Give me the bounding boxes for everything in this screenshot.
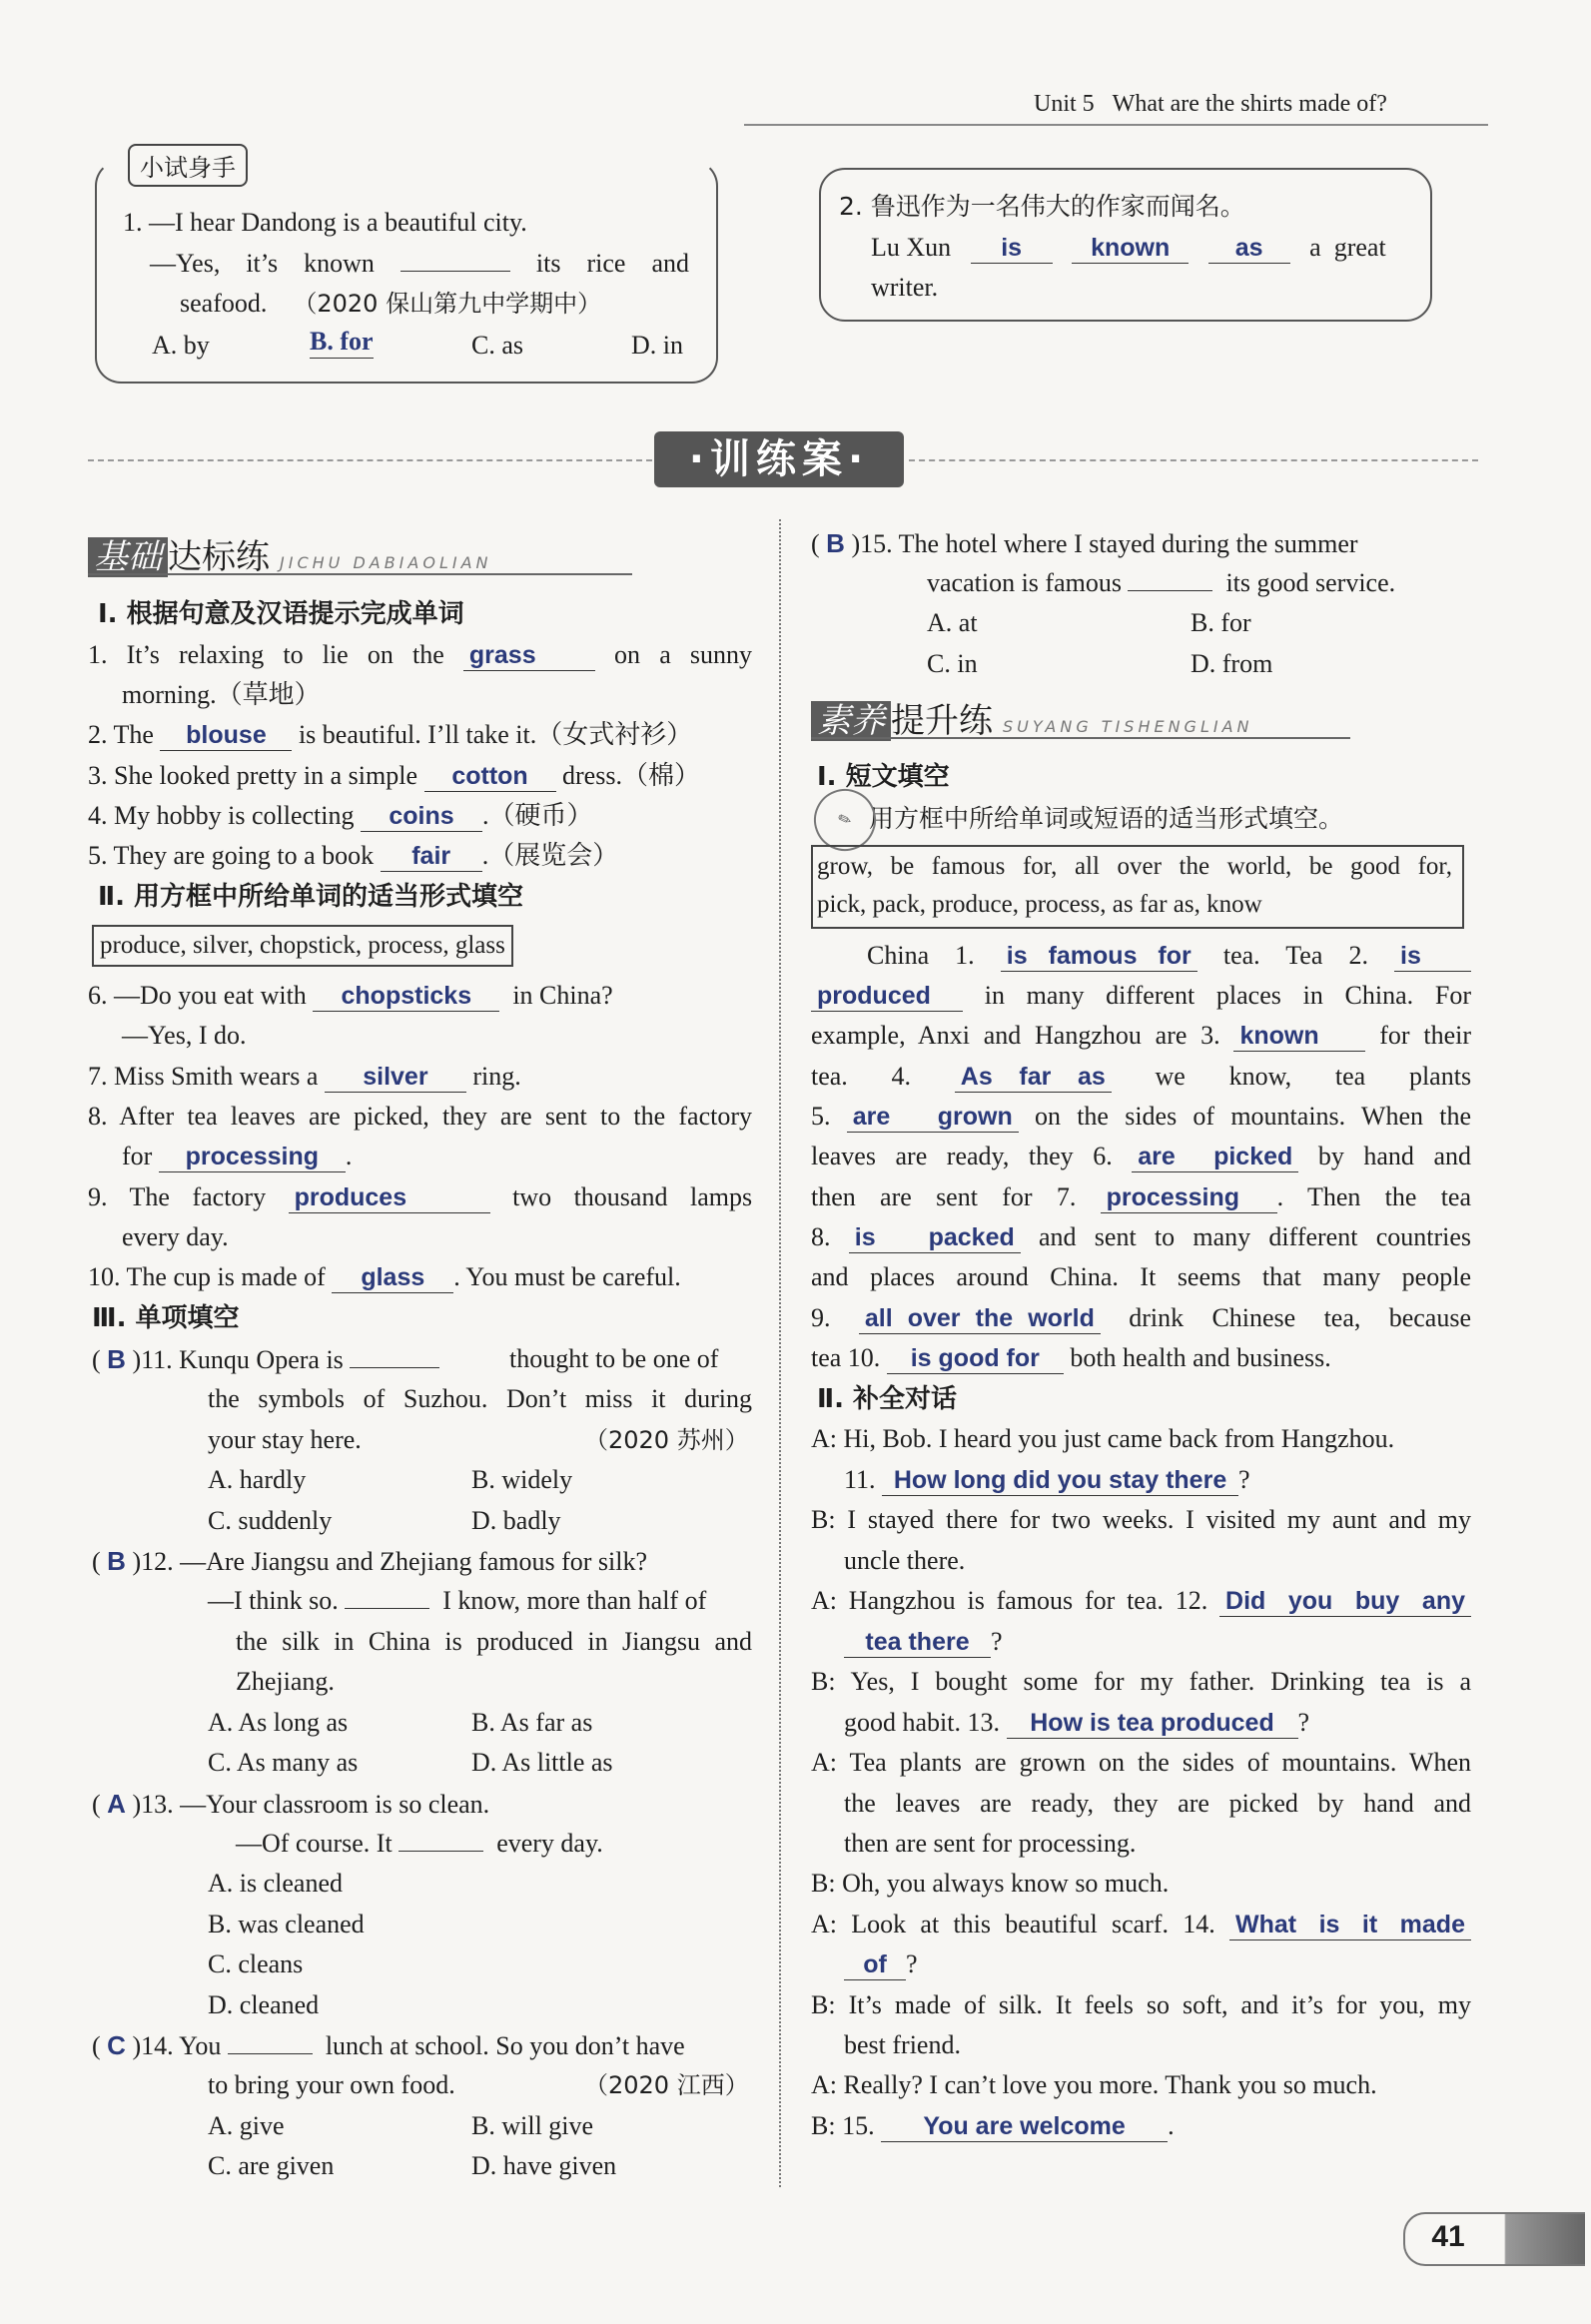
- banner-rule-left: [88, 459, 652, 461]
- basic-q12-line1: ( B )12. —Are Jiangsu and Zhejiang famous for silk?: [92, 1546, 647, 1576]
- unit-title: What are the shirts made of?: [1112, 91, 1387, 117]
- answer-glass: glass: [332, 1262, 453, 1293]
- page-number: 41: [1431, 2220, 1465, 2253]
- basic-q11-line1: ( B )11. Kunqu Opera is: [92, 1339, 439, 1380]
- basic-q13-line2: —Of course. It every day.: [236, 1829, 603, 1858]
- passage-line6: leaves are ready, they 6. are picked by hand and: [811, 1142, 1472, 1170]
- dialog-line9: A: Tea plants are grown on the sides of mountains. When: [811, 1748, 1471, 1777]
- basic-q12-option-d: D. As little as: [471, 1748, 613, 1777]
- dialog-line14: of ?: [844, 1944, 918, 1984]
- basic-q14-option-c: C. are given: [208, 2151, 335, 2180]
- answer-processing-2: processing: [1101, 1182, 1277, 1213]
- answer-is: is: [971, 233, 1053, 264]
- basic-q11-line3: your stay here.: [208, 1425, 362, 1454]
- answer-coins: coins: [361, 801, 482, 832]
- tryit-option-a: A. by: [152, 331, 210, 360]
- column-divider: [779, 519, 781, 2187]
- tryit-option-c: C. as: [471, 331, 523, 360]
- literacy-section-header: 素养 提升练 SUYANG TISHENGLIAN: [811, 693, 1253, 742]
- basic-q14-option-d: D. have given: [471, 2151, 617, 2180]
- passage-line4: tea. 4. As far as we know, tea plants: [811, 1062, 1472, 1091]
- basic-q1: 1. It’s relaxing to lie on the grass on a sunny: [88, 640, 752, 669]
- passage-line8: 8. is packed and sent to many different countries: [811, 1222, 1471, 1251]
- passage-line2: produced in many different places in China. For: [811, 976, 1471, 1016]
- dialog-line10: the leaves are ready, they are picked by hand and: [844, 1789, 1471, 1818]
- answer-is-good-for: is good for: [887, 1343, 1064, 1374]
- basic-q14-source: （2020 江西）: [584, 2071, 749, 2099]
- basic-q2: 2. The blouse is beautiful. I’ll take it.（女式衬衫）: [88, 720, 693, 749]
- answer-of: of: [844, 1949, 906, 1980]
- dialog-line13: A: Look at this beautiful scarf. 14. What is it made: [811, 1905, 1471, 1944]
- basic-q11-option-c: C. suddenly: [208, 1506, 333, 1535]
- answer-fair: fair: [381, 841, 482, 872]
- passage-line10: 9. all over the world drink Chinese tea, because: [811, 1303, 1472, 1332]
- answer-known: known: [1233, 1021, 1365, 1052]
- dialog-line2: 11. How long did you stay there ?: [844, 1465, 1250, 1494]
- answer-grass: grass: [463, 640, 595, 671]
- basic-s2-wordbox: produce, silver, chopstick, process, glass: [92, 925, 513, 967]
- basic-q11-option-a: A. hardly: [208, 1465, 307, 1494]
- answer-known: known: [1072, 233, 1189, 264]
- basic-s1-title: Ⅰ. 根据句意及汉语提示完成单词: [98, 599, 464, 629]
- basic-q12-option-a: A. As long as: [208, 1708, 349, 1737]
- right-q15-option-b: B. for: [1191, 608, 1251, 637]
- answer-as-far-as: As far as: [955, 1062, 1112, 1093]
- literacy-header-underline: [811, 737, 1350, 739]
- dialog-line3: B: I stayed there for two weeks. I visited my aunt and my: [811, 1505, 1471, 1534]
- answer-how-long: How long did you stay there: [882, 1465, 1238, 1496]
- tryit-q2-answer-line: Lu Xun is known as a great: [871, 233, 1386, 262]
- basic-q14-line2: to bring your own food.: [208, 2070, 455, 2099]
- basic-q3: 3. She looked pretty in a simple cotton dress.（棉）: [88, 761, 700, 790]
- answer-silver: silver: [325, 1062, 466, 1093]
- passage-line3: example, Anxi and Hangzhou are 3. known for their: [811, 1021, 1471, 1050]
- basic-q4: 4. My hobby is collecting coins .（硬币）: [88, 801, 593, 830]
- answer-tea-there: tea there: [844, 1627, 991, 1658]
- basic-q13-option-c: C. cleans: [208, 1949, 304, 1978]
- dialog-line8: good habit. 13. How is tea produced ?: [844, 1708, 1310, 1737]
- tryit-option-b: B. for: [310, 326, 374, 359]
- basic-q12-option-c: C. As many as: [208, 1748, 359, 1777]
- answer-chopsticks: chopsticks: [313, 981, 499, 1012]
- dialog-line15: B: It’s made of silk. It feels so soft, and it’s for you, my: [811, 1990, 1471, 2019]
- dialog-line6: tea there ?: [844, 1622, 1003, 1662]
- basic-q7: 7. Miss Smith wears a silver ring.: [88, 1062, 521, 1091]
- basic-s3-title: Ⅲ. 单项填空: [92, 1303, 240, 1333]
- basic-section-header: 基础 达标练 JICHU DABIAOLIAN: [88, 529, 491, 578]
- banner-rule-right: [909, 459, 1478, 461]
- answer-did-you-buy: Did you buy any: [1219, 1586, 1471, 1617]
- right-s1-instruction: 用方框中所给单词或短语的适当形式填空。: [869, 804, 1344, 833]
- dialog-line16: best friend.: [844, 2030, 961, 2059]
- dialog-line7: B: Yes, I bought some for my father. Drinking tea is a: [811, 1667, 1471, 1696]
- basic-q8: 8. After tea leaves are picked, they are sent to the factory: [88, 1102, 752, 1131]
- answer-cotton: cotton: [424, 761, 556, 792]
- passage-line7: then are sent for 7. processing . Then the tea: [811, 1182, 1472, 1211]
- basic-q13-option-b: B. was cleaned: [208, 1910, 365, 1938]
- dialog-line1: A: Hi, Bob. I heard you just came back from Hangzhou.: [811, 1424, 1395, 1453]
- answer-how-is-tea-produced: How is tea produced: [1007, 1708, 1298, 1739]
- basic-q5: 5. They are going to a book fair .（展览会）: [88, 841, 619, 870]
- basic-q1-cont: morning.（草地）: [122, 680, 321, 709]
- basic-q9-cont: every day.: [122, 1222, 229, 1251]
- basic-q11-source: （2020 苏州）: [584, 1426, 749, 1454]
- answer-blouse: blouse: [160, 720, 292, 751]
- basic-q10: 10. The cup is made of glass . You must be careful.: [88, 1262, 681, 1291]
- dialog-line18: B: 15. You are welcome .: [811, 2111, 1175, 2140]
- dialog-line4: uncle there.: [844, 1546, 966, 1575]
- answer-what-is-it-made: What is it made: [1229, 1910, 1471, 1940]
- basic-q6: 6. —Do you eat with chopsticks in China?: [88, 981, 613, 1010]
- right-q15-option-d: D. from: [1191, 649, 1273, 678]
- passage-line9: and places around China. It seems that many people: [811, 1262, 1471, 1291]
- basic-header-underline: [88, 573, 632, 575]
- homework-stamp-icon: ✎: [805, 780, 884, 859]
- running-header: [1034, 84, 1387, 124]
- right-q15-line1: ( B )15. The hotel where I stayed during the summer: [811, 528, 1358, 558]
- answer-is-famous-for: is famous for: [1001, 941, 1197, 972]
- dialog-line5: A: Hangzhou is famous for tea. 12. Did you buy any: [811, 1581, 1471, 1621]
- basic-q12-line3: the silk in China is produced in Jiangsu and: [236, 1627, 752, 1656]
- basic-q14-line1: ( C )14. You lunch at school. So you don’t have: [92, 2030, 685, 2060]
- answer-as: as: [1208, 233, 1290, 264]
- basic-q6-reply: —Yes, I do.: [122, 1021, 247, 1050]
- basic-q13-option-d: D. cleaned: [208, 1990, 320, 2019]
- basic-q11-option-b: B. widely: [471, 1465, 573, 1494]
- passage-line1: China 1. is famous for tea. Tea 2. is: [867, 936, 1471, 976]
- dialog-line11: then are sent for processing.: [844, 1829, 1137, 1858]
- answer-processing: processing: [159, 1142, 346, 1172]
- right-s1-title: Ⅰ. 短文填空: [817, 762, 950, 792]
- basic-q14-option-b: B. will give: [471, 2111, 594, 2140]
- basic-q13-line1: ( A )13. —Your classroom is so clean.: [92, 1789, 490, 1819]
- answer-is-packed: is packed: [849, 1222, 1021, 1253]
- tryit-option-d: D. in: [631, 331, 683, 360]
- answer-are-picked: are picked: [1132, 1142, 1298, 1172]
- tryit-q1-line2: —Yes, it’s known its rice and: [150, 249, 689, 278]
- basic-q13-option-a: A. is cleaned: [208, 1869, 344, 1898]
- basic-q11-option-d: D. badly: [471, 1506, 561, 1535]
- right-s2-title: Ⅱ. 补全对话: [817, 1384, 958, 1414]
- right-wordbox-line2: pick, pack, produce, process, as far as, know: [817, 891, 1262, 918]
- dialog-line17: A: Really? I can’t love you more. Thank you so much.: [811, 2070, 1377, 2099]
- basic-q11-line1-end: thought to be one of: [509, 1344, 719, 1373]
- answer-you-are-welcome: You are welcome: [881, 2111, 1168, 2142]
- answer-produces: produces: [289, 1182, 490, 1213]
- passage-line11: tea 10. is good for both health and business.: [811, 1343, 1331, 1372]
- answer-produced: produced: [811, 981, 963, 1012]
- dialog-line12: B: Oh, you always know so much.: [811, 1869, 1170, 1898]
- passage-line5: 5. are grown on the sides of mountains. When the: [811, 1102, 1471, 1131]
- right-wordbox-line1: grow, be famous for, all over the world, be good for,: [817, 853, 1452, 880]
- basic-q8-cont: for processing .: [122, 1142, 353, 1170]
- tryit-q2-writer: writer.: [871, 273, 939, 302]
- tryit-q2: 2. 鲁迅作为一名伟大的作家而闻名。: [839, 192, 1245, 221]
- right-q15-option-c: C. in: [927, 649, 978, 678]
- try-it-label: 小试身手: [128, 144, 248, 187]
- answer-is: is: [1394, 941, 1471, 972]
- tryit-q1-line3: seafood. （2020 保山第九中学期中）: [180, 289, 602, 318]
- basic-q12-line2: —I think so. I know, more than half of: [208, 1586, 707, 1615]
- right-q15-line2: vacation is famous its good service.: [927, 568, 1396, 597]
- header-rule: [744, 124, 1488, 126]
- basic-q12-line4: Zhejiang.: [236, 1667, 335, 1696]
- basic-s2-title: Ⅱ. 用方框中所给单词的适当形式填空: [98, 882, 524, 912]
- answer-are-grown: are grown: [847, 1102, 1019, 1133]
- basic-q11-line2: the symbols of Suzhou. Don’t miss it during: [208, 1384, 752, 1413]
- basic-q14-option-a: A. give: [208, 2111, 285, 2140]
- right-q15-option-a: A. at: [927, 608, 978, 637]
- answer-all-over-the-world: all over the world: [859, 1303, 1101, 1334]
- basic-q9: 9. The factory produces two thousand lamps: [88, 1182, 753, 1211]
- banner-training: ·训练案·: [654, 431, 904, 487]
- unit-label: Unit 5: [1034, 91, 1095, 117]
- basic-q12-option-b: B. As far as: [471, 1708, 593, 1737]
- tryit-q1-line1: 1. —I hear Dandong is a beautiful city.: [123, 208, 527, 237]
